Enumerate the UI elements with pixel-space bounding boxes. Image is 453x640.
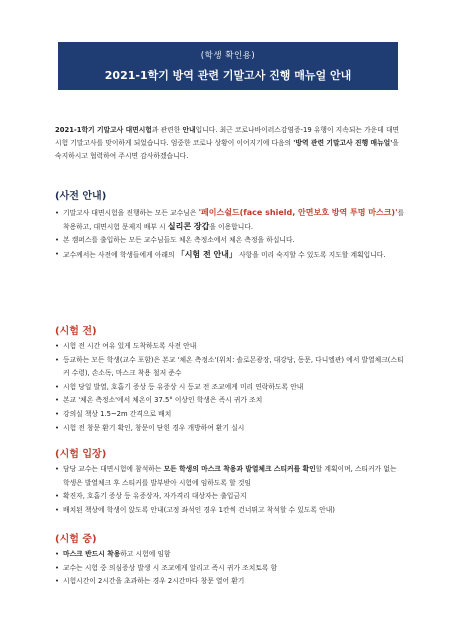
pre-item1-highlight: '페이스쉴드(face shield, 안면보호 방역 투명 마스크)' <box>198 208 398 217</box>
intro-bold-1: 2021-1학기 기말고사 대면시험 <box>55 126 152 134</box>
list-item <box>55 463 405 490</box>
before-item-text: 시험 전 창문 환기 확인, 창문이 닫힌 경우 개방하여 환기 실시 <box>63 423 245 432</box>
list-item <box>55 548 405 562</box>
intro-paragraph <box>55 124 405 163</box>
intro-text-1: 과 관련한 <box>151 126 183 134</box>
entry-list <box>55 463 405 517</box>
during-item1-bold: 마스크 반드시 착용 <box>63 550 121 558</box>
list-item <box>55 504 405 518</box>
list-item <box>55 575 405 589</box>
intro-bold-2: 안내 <box>182 126 196 134</box>
during-list <box>55 548 405 589</box>
during-item2-text: 교수는 시험 중 의심증상 발생 시 조교에게 알리고 즉시 귀가 조치토록 함 <box>63 563 278 572</box>
before-item-text: 등교하는 모든 학생(교수 포함)은 본교 '체온 측정소'(위치: 솔로몬광장, 대강당, 동문, 다니엘관) 에서 발열체크(스티커 수령), 손소독, 마스크 착용 철저 준수 <box>63 355 404 378</box>
intro-text-2: 입니다. 최근 코로나바이러스감염증-19 유행이 지속되는 가운데 대면시험 기말고사를 맞이하게 되었습니다. 엄중한 코로나 상황이 이어지기에 다음의 <box>55 126 400 147</box>
entry-item2-text: 확진자, 호흡기 증상 등 유증상자, 자가격리 대상자는 출입금지 <box>63 492 247 501</box>
section-heading-entry: (시험 입장) <box>55 449 107 460</box>
list-item <box>55 422 405 436</box>
pre-item1-text: 기말고사 대면시험을 진행하는 모든 교수님은 <box>63 209 199 217</box>
list-item <box>55 381 405 395</box>
banner-title: 2021-1학기 방역 관련 기말고사 진행 매뉴얼 안내 <box>104 69 352 82</box>
list-item <box>55 562 405 576</box>
entry-item1-bold: 모든 학생의 마스크 착용과 발열체크 스티커를 확인 <box>163 465 316 473</box>
pre-item1-end: 을 이용합니다. <box>209 223 254 231</box>
title-banner <box>58 42 398 90</box>
list-item <box>55 394 405 408</box>
list-item <box>55 340 405 354</box>
before-item-text: 본교 '체온 측정소'에서 체온이 37.5° 이상인 학생은 즉시 귀가 조치 <box>63 396 263 405</box>
pre-item2-text: 본 캠퍼스를 출입하는 모든 교수님들도 체온 측정소에서 체온 측정을 하십니다. <box>63 236 295 244</box>
pre-list <box>55 206 405 262</box>
list-item <box>55 490 405 504</box>
section-heading-before: (시험 전) <box>55 326 97 337</box>
during-item1-end: 하고 시험에 임함 <box>120 550 171 558</box>
list-item <box>55 408 405 422</box>
before-item-text: 강의실 책상 1.5~2m 간격으로 배치 <box>63 409 172 418</box>
before-item-text: 시험 전 시간 여유 있게 도착하도록 사전 안내 <box>63 342 197 350</box>
list-item <box>55 206 405 234</box>
entry-item1-end: 할 계획이며, 스티커가 없는 학생은 발열체크 후 스티커를 발부받아 시험에 임하도록 할 것임 <box>63 465 397 487</box>
entry-item1-text: 담당 교수는 대면시험에 참석하는 <box>63 465 164 473</box>
pre-item1-bold: 실리콘 장갑 <box>167 222 210 231</box>
pre-item3-bold: 「시험 전 안내」 <box>176 249 237 259</box>
section-heading-pre: (사전 안내) <box>55 191 107 202</box>
before-list <box>55 340 405 435</box>
intro-bold-3: '방역 관련 기말고사 진행 매뉴얼' <box>293 139 393 147</box>
entry-item3-text: 배치된 책상에 학생이 앉도록 안내(고정 좌석인 경우 1칸씩 건너뛰고 착석할 수 있도록 안내) <box>63 505 335 514</box>
list-item <box>55 248 405 263</box>
pre-item3-end: 사항을 미리 숙지할 수 있도록 지도할 계획입니다. <box>236 250 386 259</box>
during-item3-text: 시험시간이 2시간을 초과하는 경우 2시간마다 창문 열어 환기 <box>63 577 245 586</box>
banner-subtitle: (학생 확인용) <box>200 51 256 61</box>
intro-text-3: 을 숙지하시고 협력하여 주시면 감사하겠습니다. <box>55 139 399 160</box>
pre-item1-text2: 를 착용하고, 대면시험 문제지 배부 시 <box>63 209 405 231</box>
before-item-text: 시험 당일 발열, 호흡기 증상 등 유증상 시 등교 전 조교에게 미리 연락하도록 안내 <box>63 382 304 391</box>
pre-item3-text: 교수께서는 사전에 학생들에게 아래의 <box>63 250 177 259</box>
section-heading-during: (시험 중) <box>55 534 97 545</box>
list-item <box>55 234 405 248</box>
list-item <box>55 354 405 381</box>
